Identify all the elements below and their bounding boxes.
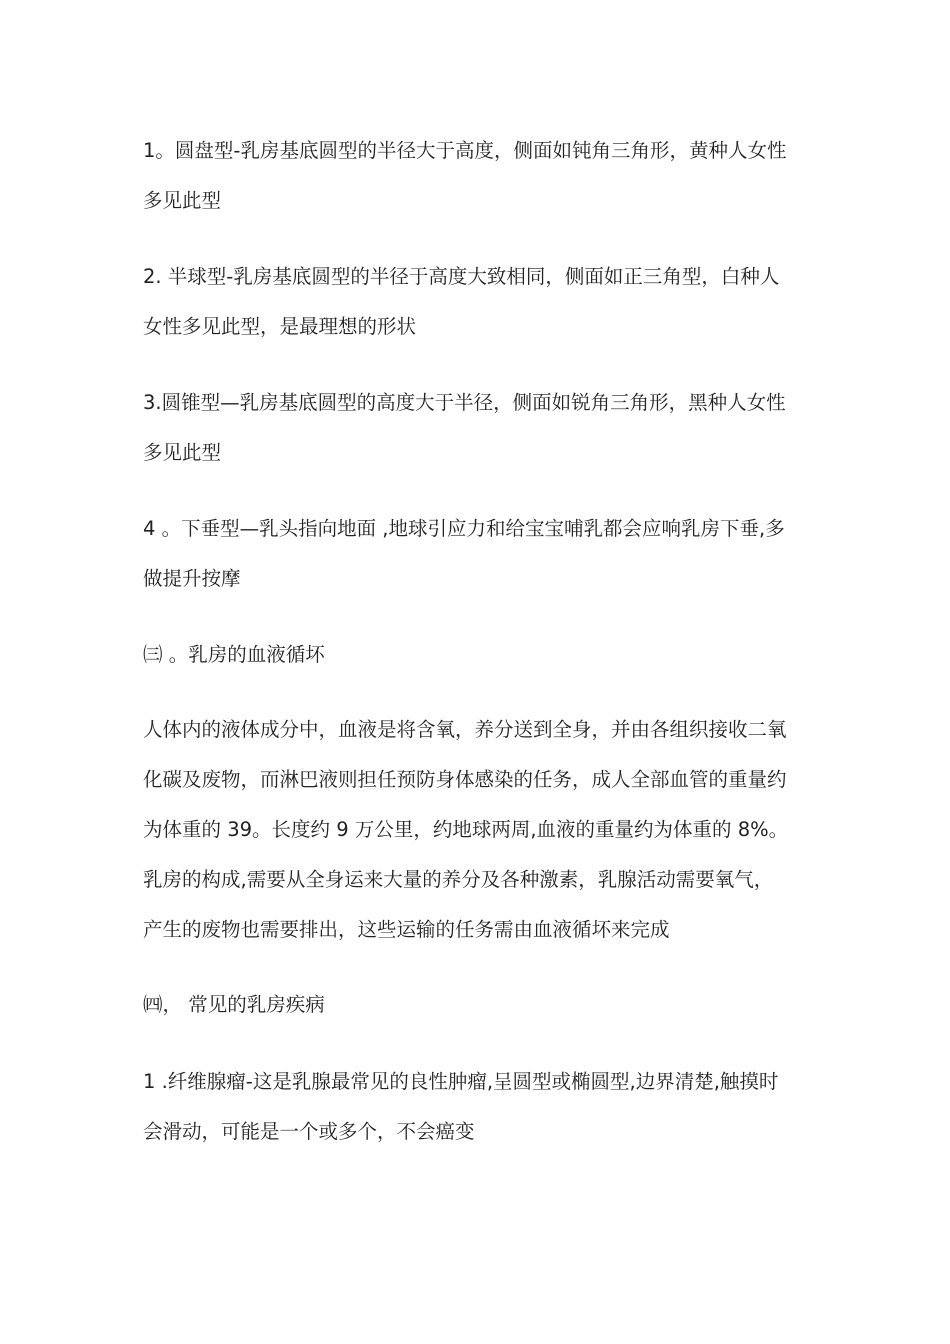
text-line: 乳房的构成,需要从全身运来大量的养分及各种激素，乳腺活动需要氧气， [143, 868, 774, 891]
text-line: 2. 半球型-乳房基底圆型的半径于高度大致相同，侧面如正三角型，白种人 [143, 265, 780, 288]
text-line: 4 。下垂型—乳头指向地面 ,地球引应力和给宝宝哺乳都会应响乳房下垂,多 [143, 517, 785, 540]
heading-line: ㈢ 。乳房的血液循坏 [143, 643, 325, 666]
paragraph-breast-type-conical [143, 378, 823, 478]
text-line: 为体重的 39。长度约 9 万公里，约地球两周,血液的重量约为体重的 8%。 [143, 818, 789, 841]
text-line: 做提升按摩 [143, 567, 241, 590]
paragraph-blood-circulation [143, 705, 823, 955]
text-line: 1 .纤维腺瘤-这是乳腺最常见的良性肿瘤,呈圆型或椭圆型,边界清楚,触摸时 [143, 1070, 779, 1093]
heading-line: ㈣， 常见的乳房疾病 [143, 993, 325, 1016]
text-line: 1。圆盘型-乳房基底圆型的半径大于高度，侧面如钝角三角形，黄种人女性 [143, 139, 787, 162]
paragraph-fibroadenoma [143, 1057, 823, 1157]
text-line: 人体内的液体成分中，血液是将含氧，养分送到全身，并由各组织接收二氧 [143, 718, 787, 741]
text-line: 3.圆锥型—乳房基底圆型的高度大于半径，侧面如锐角三角形，黑种人女性 [143, 391, 786, 414]
text-line: 化碳及废物，而淋巴液则担任预防身体感染的任务，成人全部血管的重量约 [143, 768, 787, 791]
text-line: 产生的废物也需要排出，这些运输的任务需由血液循坏来完成 [143, 918, 670, 941]
section-heading-blood-circulation [143, 630, 823, 680]
text-line: 女性多见此型，是最理想的形状 [143, 315, 417, 338]
paragraph-breast-type-discoid [143, 126, 823, 226]
paragraph-breast-type-hemispheric [143, 252, 823, 352]
section-heading-common-diseases [143, 980, 823, 1030]
text-line: 多见此型 [143, 441, 222, 464]
paragraph-breast-type-pendulous [143, 504, 823, 604]
text-line: 多见此型 [143, 189, 222, 212]
text-line: 会滑动，可能是一个或多个，不会癌变 [143, 1120, 475, 1143]
